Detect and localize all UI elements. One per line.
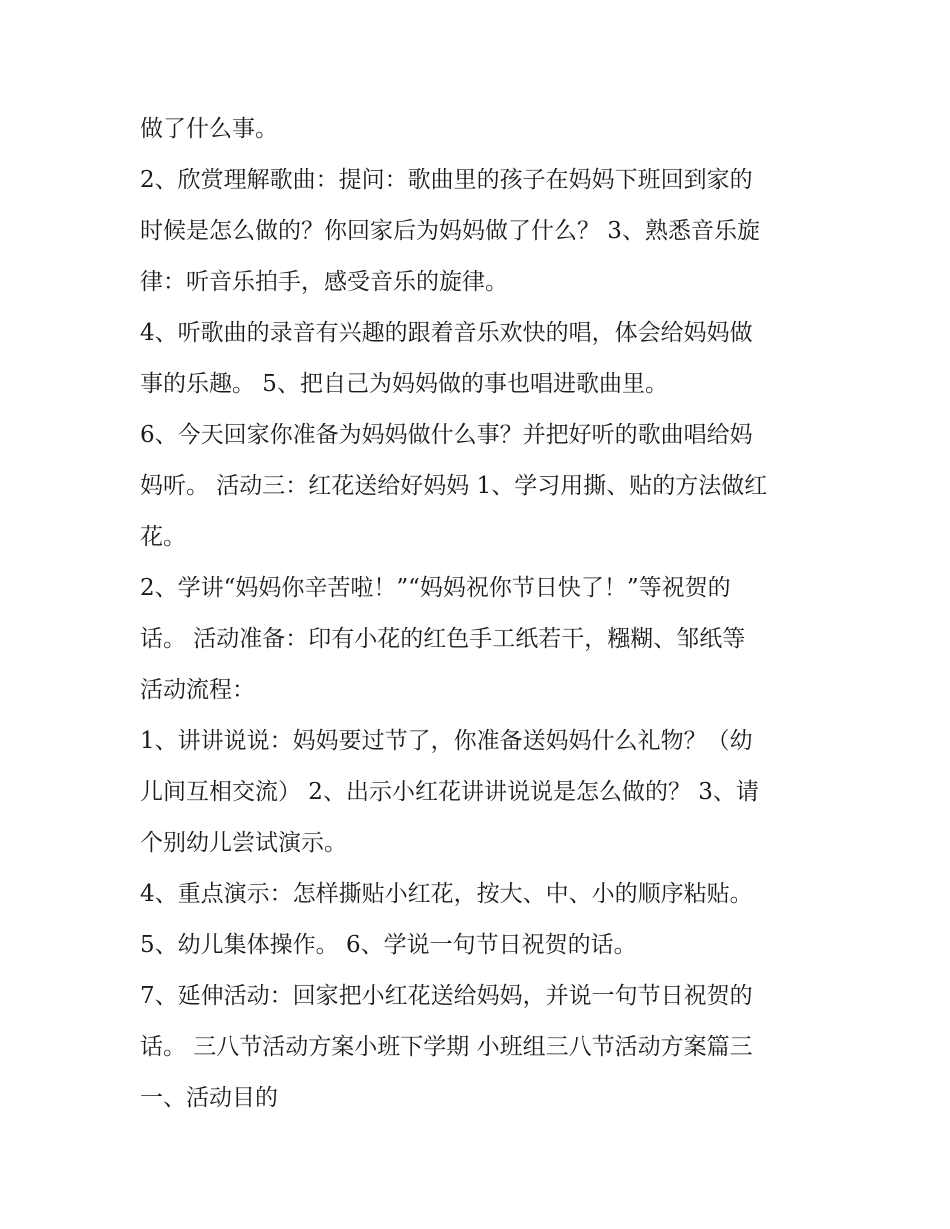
text-line: 儿间互相交流） 2、出示小红花讲讲说说是怎么做的？ 3、请	[140, 779, 759, 805]
text-line: 话。 活动准备：印有小花的红色手工纸若干，糨糊、邹纸等	[140, 626, 746, 652]
text-line: 1、讲讲说说：妈妈要过节了，你准备送妈妈什么礼物？（幼	[140, 728, 753, 754]
text-line: 妈听。 活动三：红花送给好妈妈 1、学习用撕、贴的方法做红	[140, 473, 768, 499]
text-line: 活动流程：	[140, 677, 255, 703]
text-line: 4、重点演示：怎样撕贴小红花，按大、中、小的顺序粘贴。	[140, 881, 753, 907]
text-line: 做了什么事。	[140, 116, 278, 142]
text-line: 5、幼儿集体操作。 6、学说一句节日祝贺的话。	[140, 932, 637, 958]
text-line: 6、今天回家你准备为妈妈做什么事？并把好听的歌曲唱给妈	[140, 422, 753, 448]
text-line: 事的乐趣。 5、把自己为妈妈做的事也唱进歌曲里。	[140, 371, 668, 397]
text-line: 时候是怎么做的？你回家后为妈妈做了什么？ 3、熟悉音乐旋	[140, 218, 760, 244]
text-line: 7、延伸活动：回家把小红花送给妈妈，并说一句节日祝贺的	[140, 983, 753, 1009]
document-text	[140, 104, 820, 1124]
text-line: 4、听歌曲的录音有兴趣的跟着音乐欢快的唱，体会给妈妈做	[140, 320, 753, 346]
text-line: 个别幼儿尝试演示。	[140, 830, 347, 856]
text-line: 话。 三八节活动方案小班下学期 小班组三八节活动方案篇三	[140, 1034, 753, 1060]
text-line: 一、活动目的	[140, 1085, 278, 1111]
text-line: 律：听音乐拍手，感受音乐的旋律。	[140, 269, 508, 295]
text-line: 2、学讲“妈妈你辛苦啦！”“妈妈祝你节日快了！”等祝贺的	[140, 575, 731, 601]
text-line: 2、欣赏理解歌曲：提问：歌曲里的孩子在妈妈下班回到家的	[140, 167, 753, 193]
text-line: 花。	[140, 524, 186, 550]
